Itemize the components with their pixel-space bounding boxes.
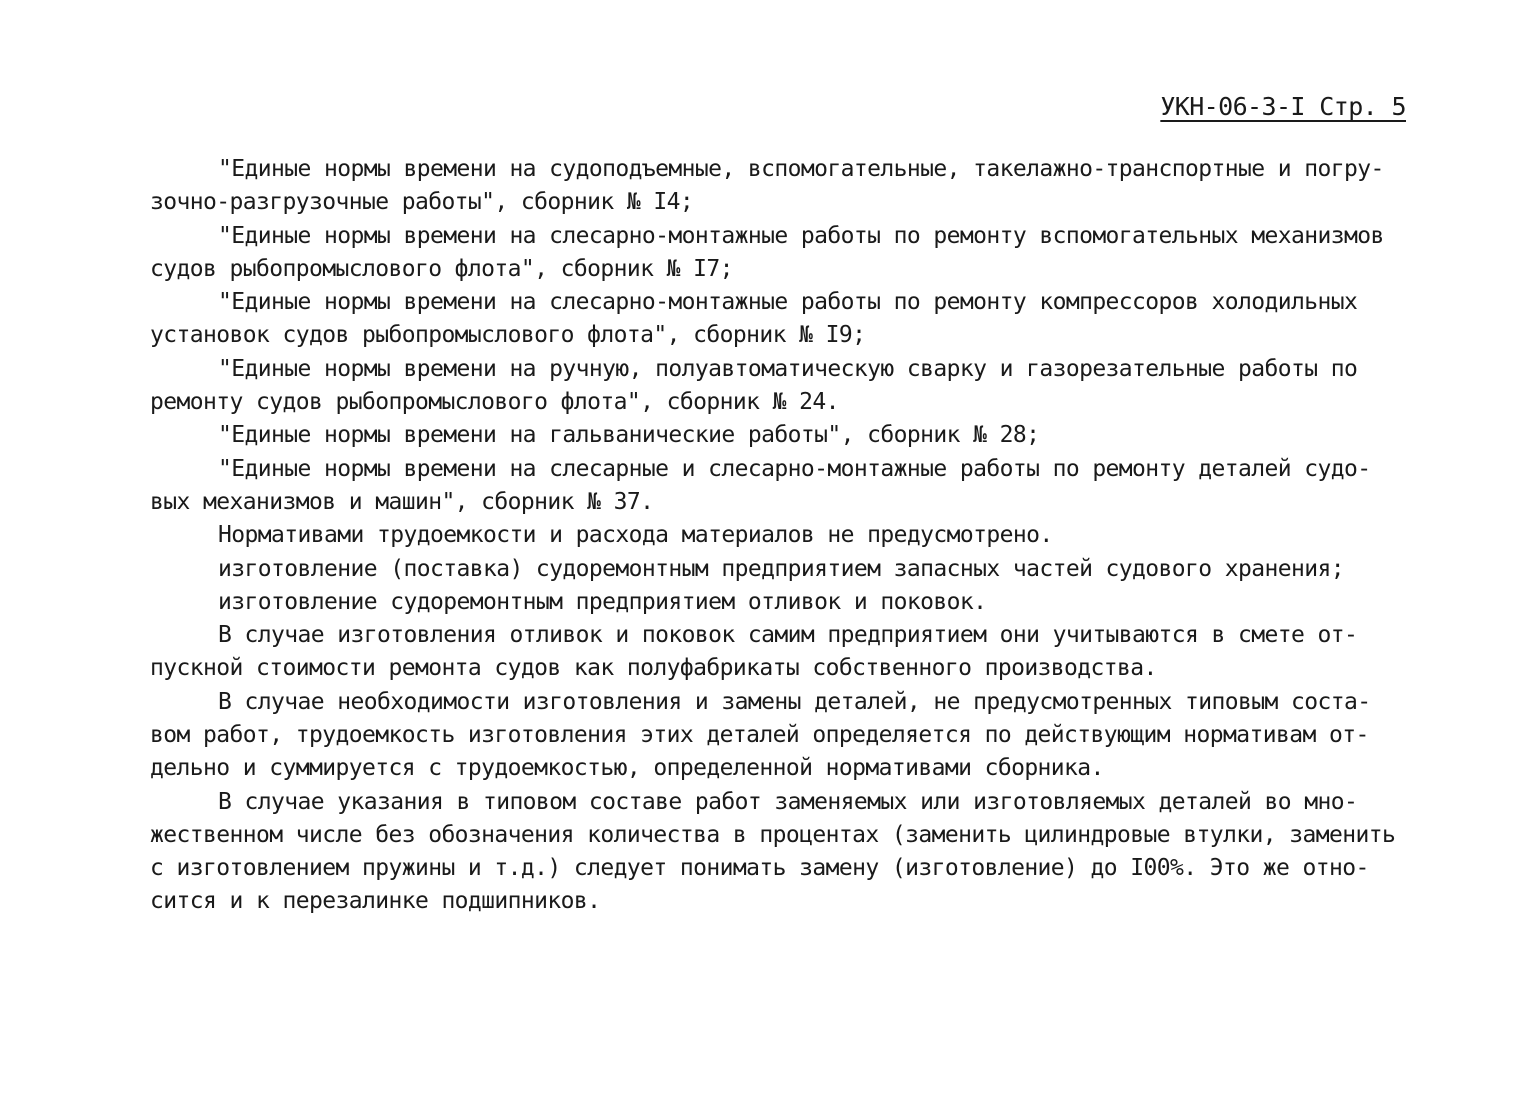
text-line: дельно и суммируется с трудоемкостью, определенной нормативами сборника. [150, 755, 1104, 781]
text-line: В случае необходимости изготовления и замены деталей, не предусмотренных типовым соста- [218, 689, 1371, 715]
text-line: вом работ, трудоемкость изготовления этих деталей определяется по действующим нормативам от- [150, 722, 1369, 748]
text-line: жественном числе без обозначения количества в процентах (заменить цилиндровые втулки, заменить [150, 822, 1396, 848]
text-line: "Единые нормы времени на слесарно-монтажные работы по ремонту вспомогательных механизмов [218, 223, 1384, 249]
text-line: "Единые нормы времени на слесарно-монтажные работы по ремонту компрессоров холодильных [218, 289, 1358, 315]
text-line: сится и к перезалинке подшипников. [150, 888, 601, 914]
text-line: ремонту судов рыбопромыслового флота", сборник № 24. [150, 389, 839, 415]
text-line: изготовление судоремонтным предприятием отливок и поковок. [218, 589, 987, 615]
text-line: установок судов рыбопромыслового флота", сборник № I9; [150, 322, 866, 348]
text-line: пускной стоимости ремонта судов как полуфабрикаты собственного производства. [150, 655, 1157, 681]
text-line: Нормативами трудоемкости и расхода материалов не предусмотрено. [218, 522, 1053, 548]
text-line: судов рыбопромыслового флота", сборник № I7; [150, 256, 733, 282]
text-line: с изготовлением пружины и т.д.) следует понимать замену (изготовление) до I00%. Это же отно- [150, 855, 1369, 881]
text-line: "Единые нормы времени на ручную, полуавтоматическую сварку и газорезательные работы по [218, 356, 1358, 382]
page-header: УКН-06-3-I Стр. 5 [1160, 92, 1406, 121]
text-line: "Единые нормы времени на слесарные и слесарно-монтажные работы по ремонту деталей судо- [218, 456, 1371, 482]
text-line: зочно-разгрузочные работы", сборник № I4; [150, 189, 694, 215]
text-line: вых механизмов и машин", сборник № 37. [150, 489, 654, 515]
text-line: В случае указания в типовом составе работ заменяемых или изготовляемых деталей во мно- [218, 789, 1358, 815]
text-line: "Единые нормы времени на гальванические работы", сборник № 28; [218, 422, 1040, 448]
text-line: изготовление (поставка) судоремонтным предприятием запасных частей судового хранения; [218, 556, 1345, 582]
text-line: "Единые нормы времени на судоподъемные, вспомогательные, такелажно-транспортные и погру- [218, 156, 1384, 182]
text-line: В случае изготовления отливок и поковок самим предприятием они учитываются в смете от- [218, 622, 1358, 648]
